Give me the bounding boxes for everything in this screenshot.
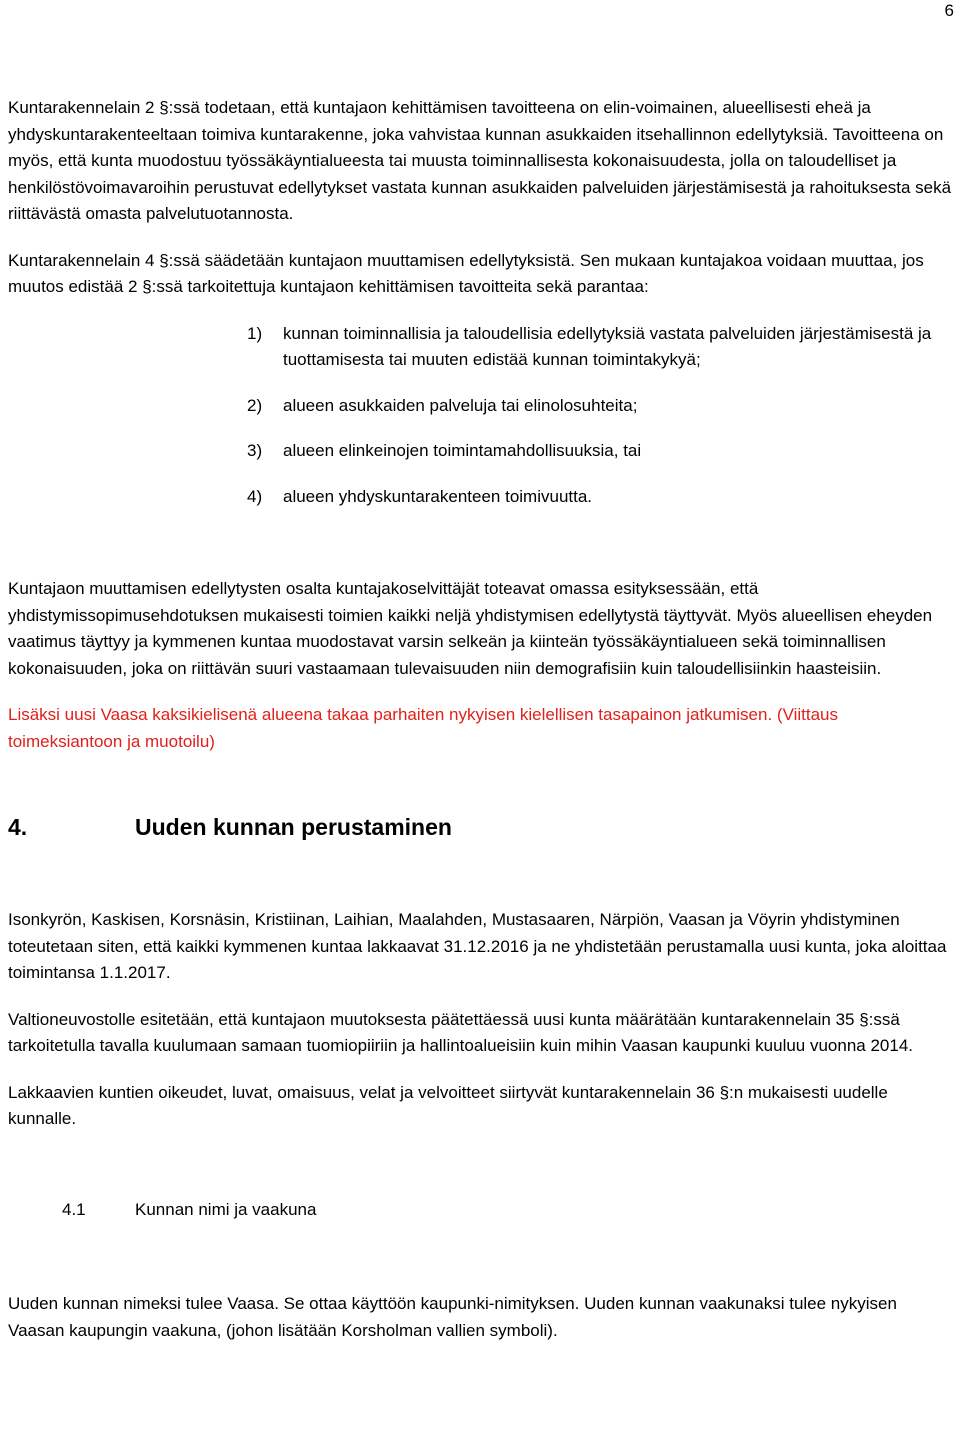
document-body: [8, 95, 952, 1344]
list-item: [247, 438, 952, 465]
paragraph-conditions-assessment: Kuntajaon muuttamisen edellytysten osalta kuntajakoselvittäjät toteavat omassa esityksessään, että yhdistymissopimusehdotuksen mukaisesti toimien kaikki neljä yhdistymisen edellytystä täyttyvät. Myös alueellisen eheyden vaatimus täyttyy ja kymmenen kuntaa muodostavat varsin selkeän ja kiinteän työssäkäyntialueen sekä toiminnallisen kokonaisuuden, joka on riittävän suuri vastaamaan tulevaisuuden niin demografisiin kuin taloudellisiinkin haasteisiin.: [8, 579, 933, 678]
list-item-number: 2): [247, 395, 263, 415]
list-item-number: 3): [247, 441, 263, 460]
list-item-text: alueen asukkaiden palveluja tai elinolosuhteita;: [283, 395, 638, 415]
page-number: 6: [944, 1, 954, 20]
list-item-number: 4): [247, 486, 263, 506]
paragraph-rights-transfer: Lakkaavien kuntien oikeudet, luvat, omaisuus, velat ja velvoitteet siirtyvät kuntarakennelain 36 §:n mukaisesti uudelle kunnalle.: [8, 1082, 888, 1128]
list-item-text: kunnan toiminnallisia ja taloudellisia edellytyksiä vastata palveluiden järjestämisestä ja tuottamisesta tai muuten edistää kunnan toimintakykyä;: [283, 323, 932, 369]
section-title: Uuden kunnan perustaminen: [135, 814, 452, 840]
paragraph-merger: Isonkyrön, Kaskisen, Korsnäsin, Kristiinan, Laihian, Maalahden, Mustasaaren, Närpiön, Vaasan ja Vöyrin yhdistyminen toteutetaan siten, että kaikki kymmenen kuntaa lakkaavat 31.12.2016 ja ne yhdistetään perustamalla uusi kunta, joka aloittaa toimintansa 1.1.2017.: [8, 910, 947, 982]
subsection-title: Kunnan nimi ja vaakuna: [135, 1199, 317, 1219]
paragraph-kuntarakennelain-2: Kuntarakennelain 2 §:ssä todetaan, että kuntajaon kehittämisen tavoitteena on elin-voimainen, alueellisesti eheä ja yhdyskuntarakenteeltaan toimiva kuntarakenne, joka vahvistaa kunnan asukkaiden itsehallinnon edellytyksiä. Tavoitteena on myös, että kunta muodostuu työssäkäyntialueesta tai muusta toiminnallisesta kokonaisuudesta, jolla on taloudelliset ja henkilöstövoimavaroihin perustuvat edellytykset vastata kunnan asukkaiden palveluiden järjestämisestä ja rahoituksesta sekä riittävästä omasta palvelutuotannosta.: [8, 98, 952, 223]
paragraph-name-and-coat-of-arms: Uuden kunnan nimeksi tulee Vaasa. Se ottaa käyttöön kaupunki-nimityksen. Uuden kunnan vaakunaksi tulee nykyisen Vaasan kaupungin vaakuna, (johon lisätään Korsholman vallien symboli).: [8, 1294, 897, 1340]
conditions-list: [8, 321, 952, 511]
list-item-number: 1): [247, 323, 263, 343]
subsection-number: 4.1: [62, 1199, 86, 1219]
list-item-text: alueen elinkeinojen toimintamahdollisuuksia, tai: [283, 441, 642, 460]
paragraph-government-proposal: Valtioneuvostolle esitetään, että kuntajaon muutoksesta päätettäessä uusi kunta määrätään kuntarakennelain 35 §:ssä tarkoitetulla tavalla kuulumaan samaan tuomiopiiriin ja hallintoalueisiin kuin mihin Vaasan kaupunki kuuluu vuonna 2014.: [8, 1009, 914, 1055]
list-item: [247, 321, 952, 374]
list-item-text: alueen yhdyskuntarakenteen toimivuutta.: [283, 486, 593, 506]
section-number: 4.: [8, 814, 28, 840]
paragraph-kuntarakennelain-4: Kuntarakennelain 4 §:ssä säädetään kuntajaon muuttamisen edellytyksistä. Sen mukaan kuntajakoa voidaan muuttaa, jos muutos edistää 2 §:ssä tarkoitettuja kuntajaon kehittämisen tavoitteita sekä parantaa:: [8, 250, 924, 296]
paragraph-red-note: Lisäksi uusi Vaasa kaksikielisenä alueena takaa parhaiten nykyisen kielellisen tasapainon jatkumisen. (Viittaus toimeksiantoon ja muotoilu): [8, 705, 839, 751]
list-item: [247, 484, 952, 511]
subsection-heading: [8, 1197, 952, 1224]
list-item: [247, 393, 952, 420]
section-heading: [8, 813, 952, 841]
